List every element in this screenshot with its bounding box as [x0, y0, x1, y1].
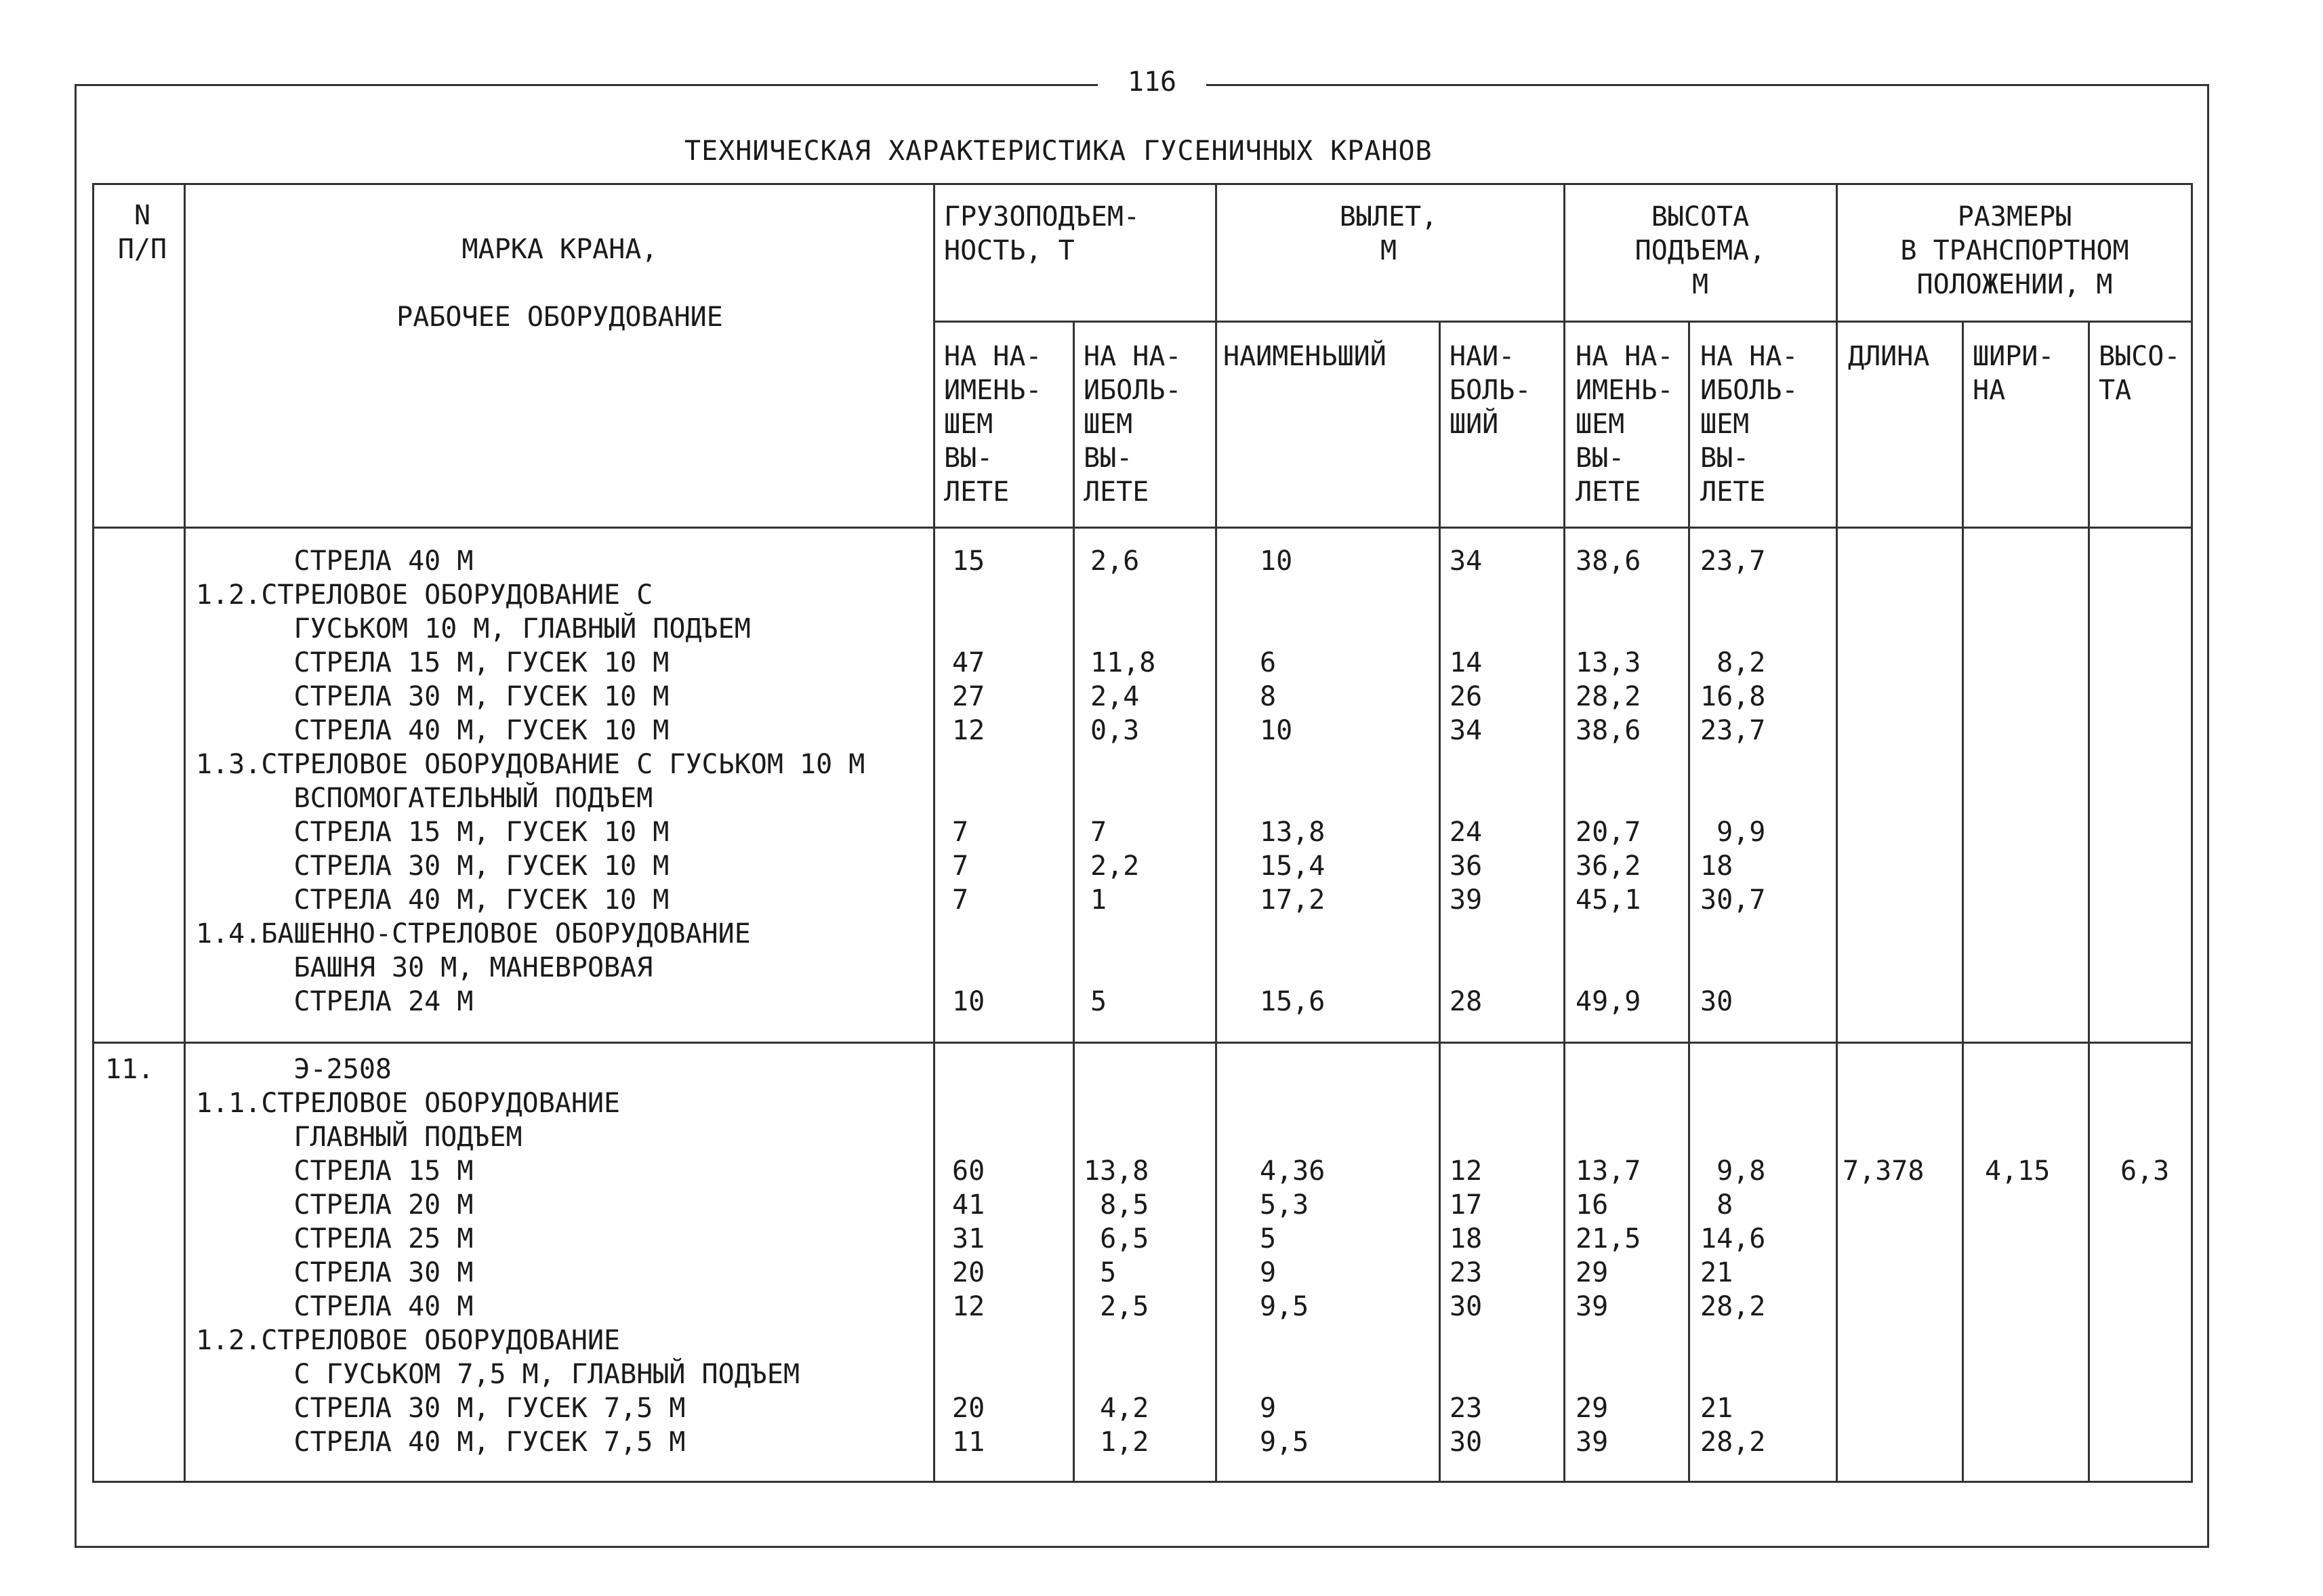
- section2-num: 11.: [105, 1054, 155, 1085]
- section2-reach-max: 12 17 18 23 30 23 30: [1450, 1155, 1483, 1458]
- row-divider: [94, 1042, 2191, 1044]
- header-reach: ВЫЛЕТ, М: [1339, 201, 1438, 266]
- col-divider: [933, 185, 935, 1481]
- section1-height-max: 23,7 8,2 16,8 23,7 9,9 18 30,7 30: [1700, 546, 1766, 1017]
- header-cap-max: НА НА- ИБОЛЬ- ШЕМ ВЫ- ЛЕТЕ: [1084, 341, 1182, 508]
- header-reach-min: НАИМЕНЬШИЙ: [1223, 341, 1386, 372]
- header-lift-height: ВЫСОТА ПОДЪЕМА, М: [1635, 201, 1766, 300]
- row-divider: [933, 321, 2191, 323]
- section1-reach-min: 10 6 8 10 13,8 15,4 17,2 15,6: [1260, 546, 1325, 1017]
- header-transport-dims: РАЗМЕРЫ В ТРАНСПОРТНОМ ПОЛОЖЕНИИ, М: [1900, 201, 2129, 300]
- row-divider: [94, 527, 2191, 529]
- section2-height-dim: 6,3: [2120, 1155, 2170, 1187]
- header-height-max: НА НА- ИБОЛЬ- ШЕМ ВЫ- ЛЕТЕ: [1700, 341, 1798, 508]
- section2-cap-min: 60 41 31 20 12 20 11: [952, 1155, 985, 1458]
- section2-length: 7,378: [1843, 1155, 1925, 1187]
- col-divider: [1688, 321, 1690, 1481]
- header-reach-max: НАИ- БОЛЬ- ШИЙ: [1450, 341, 1531, 440]
- header-height-dim: ВЫСО- ТА: [2099, 341, 2181, 406]
- col-divider: [1073, 321, 1075, 1481]
- col-divider: [2088, 321, 2090, 1481]
- crane-spec-table: [92, 183, 2193, 1483]
- section1-reach-max: 34 14 26 34 24 36 39 28: [1450, 546, 1483, 1017]
- section1-cap-max: 2,6 11,8 2,4 0,3 7 2,2 1 5: [1090, 546, 1156, 1017]
- section2-equipment: Э-2508 1.1.СТРЕЛОВОЕ ОБОРУДОВАНИЕ ГЛАВНЫЙ ПОДЪЕМ СТРЕЛА 15 М СТРЕЛА 20 М СТРЕЛА 25 М СТРЕЛА 30 М СТРЕЛА 40 М 1.2.СТРЕЛОВОЕ ОБОРУДОВАНИЕ С ГУСЬКОМ 7,5 М, ГЛАВНЫЙ ПОДЪЕМ СТРЕЛА 30 М, ГУСЕК 7,5 М СТРЕЛА 40 М, ГУСЕК 7,5 М: [196, 1054, 800, 1458]
- col-divider: [1836, 185, 1838, 1481]
- col-divider: [1215, 185, 1217, 1481]
- header-brand: МАРКА КРАНА, РАБОЧЕЕ ОБОРУДОВАНИЕ: [396, 234, 723, 333]
- section1-height-min: 38,6 13,3 28,2 38,6 20,7 36,2 45,1 49,9: [1576, 546, 1641, 1017]
- header-width: ШИРИ- НА: [1973, 341, 2055, 406]
- section2-cap-max: 13,8 8,5 6,5 5 2,5 4,2 1,2: [1084, 1155, 1149, 1458]
- section1-cap-min: 15 47 27 12 7 7 7 10: [952, 546, 985, 1017]
- col-divider: [184, 185, 186, 1481]
- section2-height-min: 13,7 16 21,5 29 39 29 39: [1576, 1155, 1641, 1458]
- page-number: 116: [1098, 66, 1206, 98]
- col-divider: [1962, 321, 1964, 1481]
- header-capacity: ГРУЗОПОДЪЕМ- НОСТЬ, Т: [944, 201, 1140, 266]
- col-divider: [1439, 321, 1441, 1481]
- header-length: ДЛИНА: [1848, 341, 1930, 372]
- header-height-min: НА НА- ИМЕНЬ- ШЕМ ВЫ- ЛЕТЕ: [1576, 341, 1674, 508]
- header-cap-min: НА НА- ИМЕНЬ- ШЕМ ВЫ- ЛЕТЕ: [944, 341, 1042, 508]
- col-divider: [1563, 185, 1565, 1481]
- section1-equipment: СТРЕЛА 40 М 1.2.СТРЕЛОВОЕ ОБОРУДОВАНИЕ С ГУСЬКОМ 10 М, ГЛАВНЫЙ ПОДЪЕМ СТРЕЛА 15 М, ГУСЕК 10 М СТРЕЛА 30 М, ГУСЕК 10 М СТРЕЛА 40 М, ГУСЕК 10 М 1.3.СТРЕЛОВОЕ ОБОРУДОВАНИЕ С ГУСЬКОМ 10 М ВСПОМОГАТЕЛЬНЫЙ ПОДЪЕМ СТРЕЛА 15 М, ГУСЕК 10 М СТРЕЛА 30 М, ГУСЕК 10 М СТРЕЛА 40 М, ГУСЕК 10 М 1.4.БАШЕННО-СТРЕЛОВОЕ ОБОРУДОВАНИЕ БАШНЯ 30 М, МАНЕВРОВАЯ СТРЕЛА 24 М: [196, 546, 865, 1017]
- table-title: ТЕХНИЧЕСКАЯ ХАРАКТЕРИСТИКА ГУСЕНИЧНЫХ КРАНОВ: [684, 136, 1433, 167]
- section2-reach-min: 4,36 5,3 5 9 9,5 9 9,5: [1260, 1155, 1325, 1458]
- header-num: N П/П: [117, 200, 167, 265]
- section2-height-max: 9,8 8 14,6 21 28,2 21 28,2: [1700, 1155, 1766, 1458]
- section2-width: 4,15: [1985, 1155, 2051, 1187]
